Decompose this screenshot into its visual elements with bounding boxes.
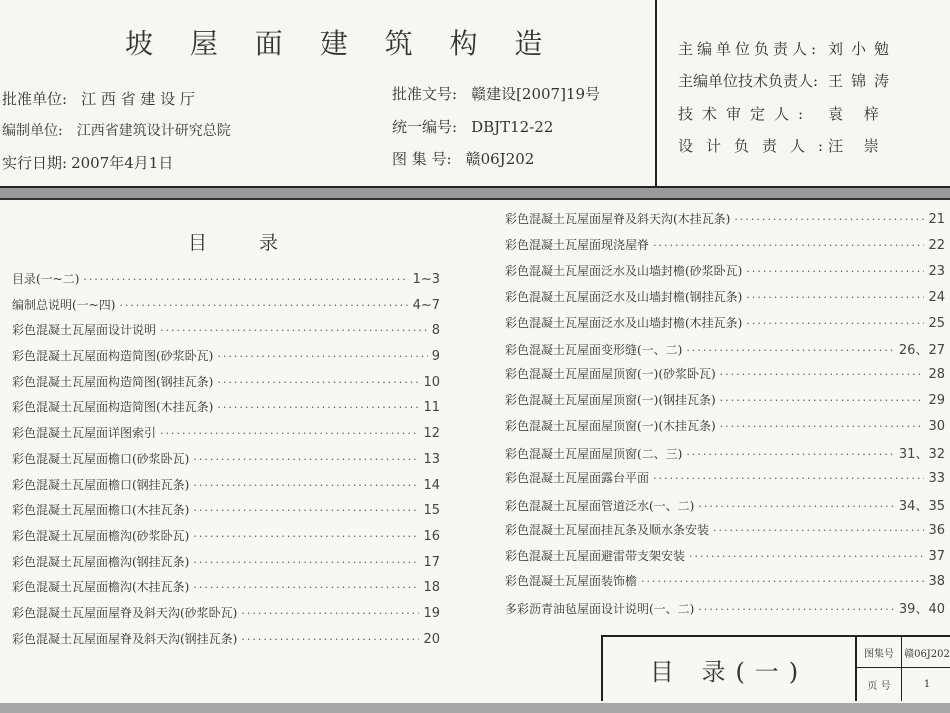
person-role: 主编单位负责人: [678,40,821,58]
toc-entry-page: 19 [423,605,440,621]
toc-entry-title: 彩色混凝土瓦屋面构造简图(钢挂瓦条) [12,374,214,389]
toc-heading-char: 目 [188,232,208,254]
toc-entry[interactable] [12,527,440,553]
toc-entry[interactable] [505,339,945,365]
approval-unit-label: 批准单位: [2,90,68,108]
toc-entry-page: 12 [423,426,440,442]
toc-entry[interactable] [505,365,945,391]
toc-entry-title: 多彩沥青油毡屋面设计说明(一、二) [505,602,695,617]
toc-entry-page: 16 [423,528,440,544]
toc-entry-title: 彩色混凝土瓦屋面屋顶窗(一)(钢挂瓦条) [505,393,716,408]
page-no-label: 页 号 [867,681,891,692]
toc-entry-title: 彩色混凝土瓦屋面檐沟(砂浆卧瓦) [12,528,190,543]
toc-entry-title: 彩色混凝土瓦屋面构造简图(砂浆卧瓦) [12,349,214,364]
toc-entry[interactable] [505,521,945,547]
person-row [678,70,897,91]
toc-entry[interactable] [12,270,440,296]
person-role: 主编单位技术负责人: [678,72,819,90]
toc-entry[interactable] [505,572,945,598]
person-row [678,135,887,156]
toc-entry[interactable] [12,321,440,347]
toc-entry-page: 17 [423,554,440,570]
toc-entry-page: 18 [423,580,440,596]
toc-entry-title: 彩色混凝土瓦屋面檐口(砂浆卧瓦) [12,451,190,466]
unified-no-value: DBJT12-22 [471,118,554,136]
unified-no-row [392,116,553,137]
toc-entry-page: 24 [928,289,945,305]
toc-entry[interactable] [505,210,945,236]
toc-entry-page: 25 [928,315,945,331]
toc-entry[interactable] [505,288,945,314]
toc-entry[interactable] [505,417,945,443]
atlas-no-value: 赣06J202 [465,150,535,168]
toc-entry-page: 37 [928,548,945,564]
atlas-no-label: 图集号 [864,648,894,660]
toc-entry-page: 31、32 [898,447,945,463]
toc-entry[interactable] [505,598,945,624]
toc-entry[interactable] [505,495,945,521]
person-name: 汪 崇 [828,137,887,155]
toc-entry[interactable] [12,424,440,450]
toc-entry-title: 编制总说明(一~四) [12,297,116,312]
toc-entry-page: 39、40 [898,602,945,618]
sheet-title: 目 录(一) [603,637,857,701]
toc-entry-page: 13 [423,451,440,467]
toc-entry-page: 10 [423,374,440,390]
page-no-value: 1 [923,679,931,690]
toc-entry-page: 23 [928,263,945,279]
toc-entry-title: 彩色混凝土瓦屋面构造简图(木挂瓦条) [12,400,214,415]
toc-entry-page: 14 [423,477,440,493]
approval-unit-row [2,88,195,109]
toc-entry-page: 21 [928,212,945,227]
header-divider [655,0,657,186]
approval-doc-label: 批准文号: [392,85,458,103]
bottom-edge [0,703,950,713]
unified-no-label: 统一编号: [392,118,458,136]
toc-entry-title: 彩色混凝土瓦屋面檐沟(木挂瓦条) [12,580,190,595]
toc-heading-char: 录 [259,232,279,254]
toc-entry-title: 彩色混凝土瓦屋面屋顶窗(二、三) [505,447,683,462]
toc-entry-title: 彩色混凝土瓦屋面屋脊及斜天沟(钢挂瓦条) [12,631,238,646]
person-row [678,38,897,59]
toc-entry-page: 33 [928,470,945,486]
effective-date-value: 2007年4月1日 [71,154,174,172]
toc-entry-title: 彩色混凝土瓦屋面挂瓦条及顺水条安装 [505,522,710,537]
toc-entry-page: 29 [928,393,945,409]
toc-entry-title: 彩色混凝土瓦屋面檐口(木挂瓦条) [12,503,190,518]
toc-entry[interactable] [505,262,945,288]
toc-entry-title: 彩色混凝土瓦屋面屋脊及斜天沟(木挂瓦条) [505,212,731,226]
separator-band [0,188,950,198]
atlas-title: 坡 屋 面 建 筑 构 造 [125,27,557,60]
toc-entry-page: 8 [431,323,440,339]
effective-date-label: 实行日期: [2,154,68,172]
person-name: 王锦涛 [828,72,898,90]
toc-entry-page: 28 [928,367,945,383]
toc-entry[interactable] [505,443,945,469]
toc-entry-title: 彩色混凝土瓦屋面避雷带支架安装 [505,548,686,563]
toc-entry[interactable] [12,347,440,373]
toc-entry[interactable] [12,450,440,476]
toc-entry[interactable] [505,314,945,340]
toc-entry[interactable] [12,476,440,502]
toc-entry-title: 彩色混凝土瓦屋面屋顶窗(一)(木挂瓦条) [505,419,716,434]
atlas-no-row [392,148,534,169]
person-name: 刘小勉 [828,40,898,58]
effective-date-row [2,152,173,173]
toc-entry-page: 20 [423,631,440,647]
toc-entry-title: 彩色混凝土瓦屋面装饰檐 [505,574,638,589]
toc-right-column [505,210,945,624]
toc-entry[interactable] [505,469,945,495]
toc-entry-title: 彩色混凝土瓦屋面檐口(钢挂瓦条) [12,477,190,492]
toc-entry[interactable] [505,547,945,573]
approval-doc-value: 赣建设[2007]19号 [471,85,601,103]
toc-left-column [12,270,440,655]
toc-heading [188,228,278,255]
compile-unit-label: 编制单位: [2,123,63,139]
toc-entry-title: 彩色混凝土瓦屋面檐沟(钢挂瓦条) [12,554,190,569]
toc-entry-title: 彩色混凝土瓦屋面屋脊及斜天沟(砂浆卧瓦) [12,605,238,620]
toc-entry-title: 彩色混凝土瓦屋面现浇屋脊 [505,237,650,252]
person-row [678,103,887,124]
toc-entry[interactable] [12,296,440,322]
toc-entry-title: 彩色混凝土瓦屋面泛水及山墙封檐(砂浆卧瓦) [505,263,743,278]
toc-entry-title: 彩色混凝土瓦屋面设计说明 [12,323,157,338]
toc-entry[interactable] [505,236,945,262]
toc-entry-page: 11 [423,400,440,416]
toc-entry[interactable] [12,398,440,424]
toc-entry-title: 彩色混凝土瓦屋面露台平面 [505,470,650,485]
toc-entry-page: 38 [928,574,945,590]
toc-entry[interactable] [12,604,440,630]
toc-entry-title: 目录(一~二) [12,272,80,286]
toc-entry[interactable] [12,373,440,399]
approval-doc-row [392,83,600,104]
toc-entry-page: 34、35 [898,498,945,514]
toc-entry[interactable] [12,501,440,527]
toc-entry-title: 彩色混凝土瓦屋面变形缝(一、二) [505,343,683,358]
title-block [601,635,950,701]
compile-unit-row [2,120,231,140]
atlas-no-label: 图 集 号: [392,150,452,168]
toc-entry-title: 彩色混凝土瓦屋面管道泛水(一、二) [505,498,695,513]
toc-entry-page: 15 [423,503,440,519]
toc-entry-title: 彩色混凝土瓦屋面屋顶窗(一)(砂浆卧瓦) [505,367,716,382]
toc-entry-title: 彩色混凝土瓦屋面详图索引 [12,426,157,441]
toc-entry-title: 彩色混凝土瓦屋面泛水及山墙封檐(木挂瓦条) [505,315,743,330]
compile-unit-value: 江西省建筑设计研究总院 [76,123,231,139]
approval-unit-value: 江 西 省 建 设 厅 [81,90,195,108]
toc-entry[interactable] [12,578,440,604]
toc-entry-page: 26、27 [898,343,945,359]
toc-entry-page: 9 [431,349,440,365]
person-role: 设计负责人: [678,137,837,155]
toc-entry-page: 30 [928,419,945,435]
toc-entry-page: 22 [928,237,945,253]
toc-entry-page: 36 [928,522,945,538]
toc-entry-page: 1~3 [412,272,440,287]
person-role: 技术审定人: [678,105,813,123]
atlas-no-value: 赣06J202 [904,648,950,660]
toc-entry-page: 4~7 [412,297,440,313]
toc-entry[interactable] [12,630,440,656]
toc-entry-title: 彩色混凝土瓦屋面泛水及山墙封檐(钢挂瓦条) [505,289,743,304]
toc-entry[interactable] [505,391,945,417]
person-name: 袁 梓 [828,105,887,123]
toc-entry[interactable] [12,553,440,579]
header-block [0,0,950,188]
